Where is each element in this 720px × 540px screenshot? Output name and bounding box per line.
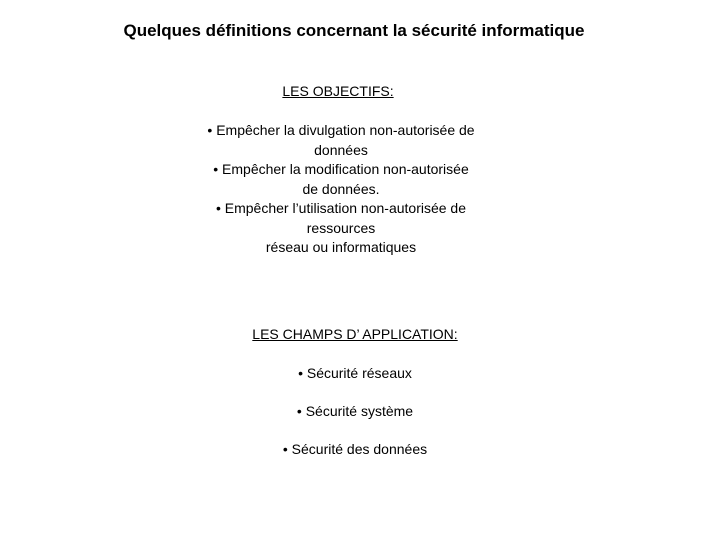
objective-line: réseau ou informatiques [265, 239, 417, 255]
objective-line: ressources [306, 219, 376, 236]
objective-line: • Empêcher la divulgation non-autorisée de [207, 122, 475, 138]
field-item-system: • Sécurité système [296, 403, 414, 419]
objective-line: • Empêcher l’utilisation non-autorisée de [215, 200, 467, 216]
objective-line: données [314, 141, 368, 158]
objective-line: • Empêcher la modification non-autorisée [213, 161, 469, 177]
objectives-heading: LES OBJECTIFS: [282, 83, 394, 99]
objectives-list [176, 121, 506, 258]
field-item-data: • Sécurité des données [282, 441, 428, 457]
fields-heading: LES CHAMPS D’ APPLICATION: [252, 326, 458, 342]
page-title: Quelques définitions concernant la sécurité informatique [123, 21, 585, 40]
objective-line: de données. [302, 180, 380, 197]
field-item-network: • Sécurité réseaux [298, 365, 412, 381]
